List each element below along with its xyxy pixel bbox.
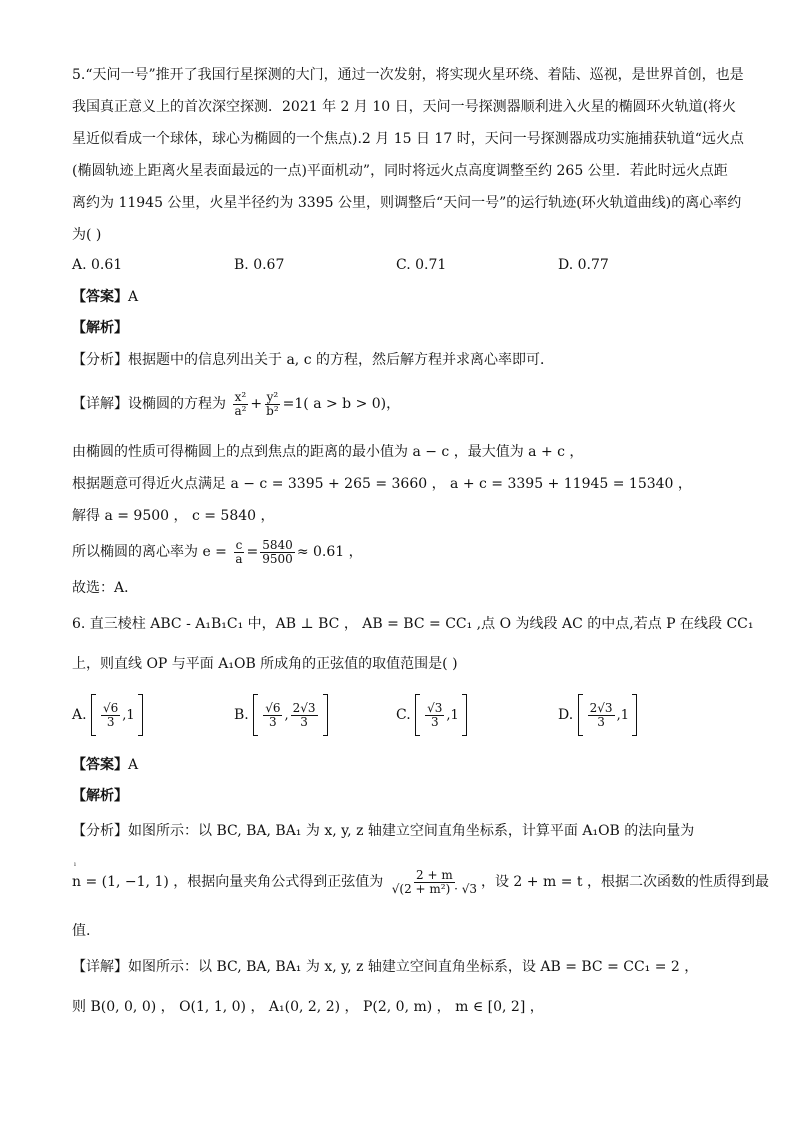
q5-text-line-5: 离约为 11945 公里，火星半径约为 3395 公里，则调整后“天问一号”的运行轨迹(环火轨道曲线)的离心率约 (72, 195, 742, 211)
q5-line-equations: 根据题意可得近火点满足 a − c = 3395 + 265 = 3660 ， a + c = 3395 + 11945 = 15340 ， (72, 476, 692, 492)
q5-text-line-6: 为( ) (72, 227, 102, 243)
q6-text-line-1: 6. 直三棱柱 ABC - A₁B₁C₁ 中，AB ⊥ BC ， AB = BC = CC₁ ,点 O 为线段 AC 的中点,若点 P 在线段 CC₁ (72, 616, 754, 632)
fraction-sine: $\frac{2 + m}{\text{√(2 + m²) · √3}}$ (391, 867, 477, 896)
q6-detail-line-1: 【详解】如图所示：以 BC, BA, BA₁ 为 x, y, z 轴建立空间直角坐标系，设 AB = BC = CC₁ = 2 ， (72, 959, 699, 975)
fraction-x2-a2: $\frac{\text{x²}}{\text{a²}}$ (234, 389, 247, 418)
q6-analysis-label: 【解析】 (72, 788, 128, 804)
q5-option-d: D. 0.77 (558, 257, 609, 273)
q5-text-line-3: 星近似看成一个球体，球心为椭圆的一个焦点).2 月 15 日 17 时，天问一号探测器成功实施捕获轨道“远火点 (72, 131, 744, 147)
fraction-5840-9500: $\frac{5840}{9500}$ (262, 537, 293, 566)
vector-mark: ˡ (74, 862, 77, 872)
q6-fenxi-line-3: 值. (72, 923, 91, 939)
q5-line-eccentricity: 所以椭圆的离心率为 e = $\frac{c}{a}$ = $\frac{5840}{9500}$ ≈ 0.61 ， (72, 537, 363, 566)
q6-option-d: D. $\frac{2√3}{3}$ ,1 (558, 694, 637, 736)
q5-text-line-1: 5.“天问一号”推开了我国行星探测的大门，通过一次发射，将实现火星环绕、着陆、巡视，是世界首创，也是 (72, 67, 744, 83)
q5-line-solve: 解得 a = 9500 ， c = 5840 ， (72, 508, 275, 524)
q6-option-a: A. $\frac{√6}{3}$ ,1 (72, 694, 143, 736)
q5-conclusion: 故选：A． (72, 580, 139, 596)
q5-option-c: C. 0.71 (396, 257, 447, 273)
q6-answer: 【答案】A (72, 757, 139, 773)
q6-fenxi-line-2: n = (1, −1, 1) ，根据向量夹角公式得到正弦值为 $\frac{2 + m}{\text{√(2 + m²) · √3}}$ ，设 2 + m = t ，根据二次函数的性质得到最 (72, 867, 769, 896)
fraction-y2-b2: $\frac{\text{y²}}{\text{b²}}$ (266, 389, 279, 418)
answer-value: A (128, 289, 139, 305)
q5-option-b: B. 0.67 (234, 257, 285, 273)
q5-detail: 【详解】设椭圆的方程为 $\frac{\text{x²}}{\text{a²}}$ + $\frac{\text{y²}}{\text{b²}}$ =1( a > b > 0)， (72, 389, 401, 418)
q5-fenxi: 【分析】根据题中的信息列出关于 a, c 的方程，然后解方程并求离心率即可． (72, 352, 554, 368)
q5-text-line-4: (椭圆轨迹上距离火星表面最远的一点)平面机动”，同时将远火点高度调整至约 265 公里．若此时远火点距 (72, 163, 728, 179)
q5-answer (72, 288, 138, 306)
detail-suffix: =1( a > b > 0)， (282, 396, 401, 412)
q6-fenxi-line-1: 【分析】如图所示：以 BC, BA, BA₁ 为 x, y, z 轴建立空间直角坐标系，计算平面 A₁OB 的法向量为 (72, 823, 695, 839)
answer-label: 【答案】 (72, 289, 128, 305)
detail-prefix: 【详解】设椭圆的方程为 (72, 396, 226, 412)
q5-analysis-label: 【解析】 (72, 320, 128, 336)
q6-detail-line-2: 则 B(0, 0, 0) ， O(1, 1, 0) ， A₁(0, 2, 2) ， P(2, 0, m) ， m ∈ [0, 2] ， (72, 999, 544, 1015)
q5-text-line-2: 我国真正意义上的首次深空探测．2021 年 2 月 10 日，天问一号探测器顺利进入火星的椭圆环火轨道(将火 (72, 99, 737, 115)
fraction-c-a: $\frac{c}{a}$ (235, 537, 243, 566)
q6-option-c: C. $\frac{√3}{3}$ ,1 (396, 694, 467, 736)
q5-option-a: A. 0.61 (72, 257, 123, 273)
q6-text-line-2: 上，则直线 OP 与平面 A₁OB 所成角的正弦值的取值范围是( ) (72, 656, 458, 672)
q5-line-min-max: 由椭圆的性质可得椭圆上的点到焦点的距离的最小值为 a − c ，最大值为 a + c ， (72, 444, 584, 460)
q6-option-b: B. $\frac{√6}{3}$ , $\frac{2√3}{3}$ (234, 694, 328, 736)
